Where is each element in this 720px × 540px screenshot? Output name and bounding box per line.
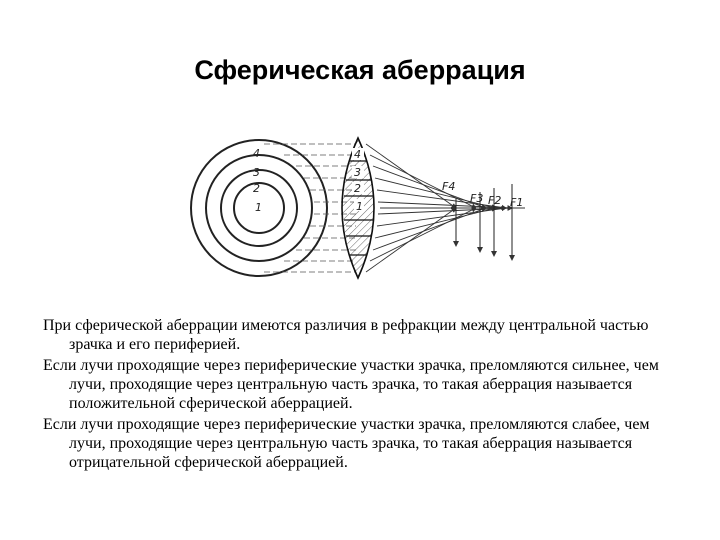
focus-label-f4: F4 [442,180,456,193]
zone-label-3: 3 [253,166,260,179]
paragraph-3: Если лучи проходящие через периферические участки зрачка, преломляются слабее, чем лучи, проходящие через центральную часть зрачка, то такая аберрация называется отрицательной сферической аберрацией. [43,416,650,471]
zone-label-2: 2 [253,182,260,195]
focus-label-f1: F1 [510,196,524,209]
focus-label-f2: F2 [488,194,502,207]
pupil-zones [191,140,327,276]
focus-label-f3: F3 [470,192,484,205]
lens [342,138,374,278]
body-text [43,316,683,474]
lens-label-2: 2 [354,182,361,195]
lens-label-4: 4 [354,148,361,161]
paragraph-1: При сферической аберрации имеются различия в рефракции между центральной частью зрачка и его периферией. [43,317,649,353]
paragraph-2: Если лучи проходящие через периферические участки зрачка, преломляются сильнее, чем лучи, проходящие через центральную часть зрачка, то такая аберрация называется положительной сферической аберрацией. [43,357,659,412]
zone-label-1: 1 [255,201,262,214]
lens-label-1: 1 [356,200,363,213]
refracted-rays [366,144,525,272]
focal-markers [456,184,512,260]
slide-title: Сферическая аберрация [194,55,526,85]
lens-label-3: 3 [354,166,361,179]
spherical-aberration-diagram [180,128,540,296]
focus-labels [442,180,523,209]
zone-label-4: 4 [253,147,260,160]
